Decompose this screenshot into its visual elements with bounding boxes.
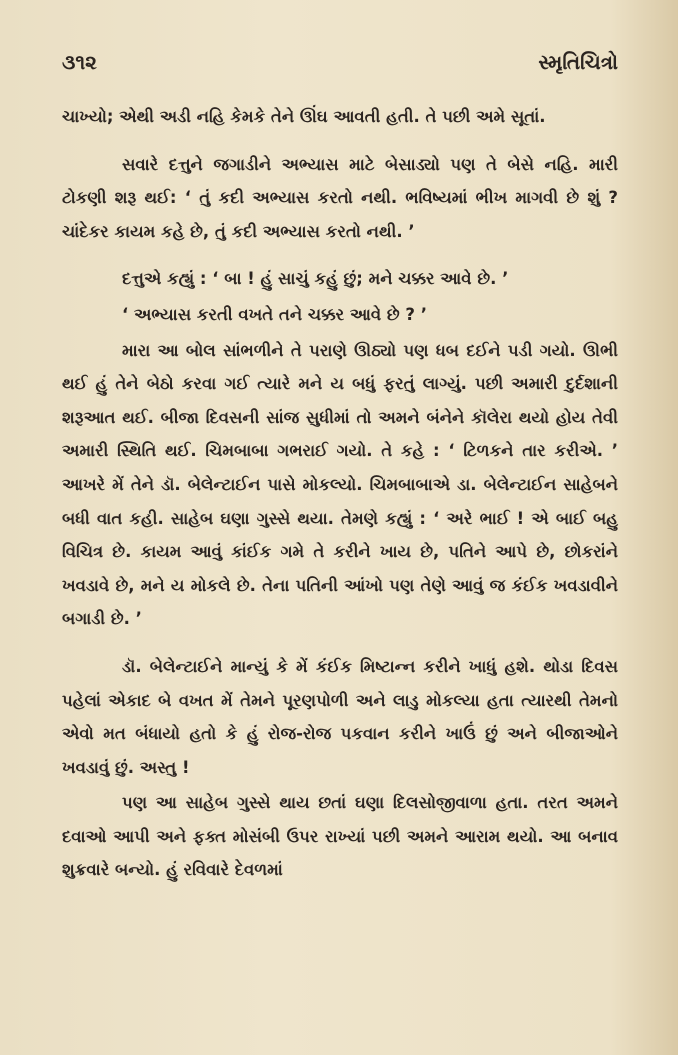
page-header — [62, 50, 618, 86]
paragraph: સવારે દત્તુને જગાડીને અભ્યાસ માટે બેસાડ્યો પણ તે બેસે નહિ. મારી ટોકણી શરૂ થઈ: ‘ તું કદી અભ્યાસ કરતો નથી. ભવિષ્યમાં ભીખ માગવી છે શું ? ચાંદેકર કાયમ કહે છે, તું કદી અભ્યાસ કરતો નથી. ’ — [62, 154, 618, 241]
body-text — [62, 100, 618, 901]
paragraph: દત્તુએ કહ્યું : ‘ બા ! હું સાચું કહું છું; મને ચક્કર આવે છે. ’ — [122, 269, 509, 289]
paragraph: ડૉ. બેલેન્ટાઈને માન્યું કે મેં કંઈક મિષ્ટાન્ન કરીને ખાધું હશે. થોડા દિવસ પહેલાં એકાદ બે વખત મેં તેમને પૂરણપોળી અને લાડુ મોકલ્યા હતા ત્યારથી તેમનો એવો મત બંધાયો હતો કે હું રોજ-રોજ પકવાન કરીને ખાઉં છું અને બીજાઓને ખવડાવું છું. અસ્તુ ! — [62, 656, 618, 777]
page-number: ૩૧૨ — [62, 50, 97, 74]
paragraph: ચાખ્યો; એથી અડી નહિ કેમકે તેને ઊંઘ આવતી હતી. તે પછી અમે સૂતાં. — [62, 107, 546, 126]
paragraph: પણ આ સાહેબ ગુસ્સે થાય છતાં ઘણા દિલસોજીવાળા હતા. તરત અમને દવાઓ આપી અને ફક્ત મોસંબી ઉપર રાખ્યાં પછી અમને આરામ થયો. આ બનાવ શુક્રવારે બન્યો. હું રવિવારે દેવળમાં — [62, 793, 618, 880]
paragraph: ‘ અભ્યાસ કરતી વખતે તને ચક્કર આવે છે ? ’ — [122, 304, 427, 324]
running-title: સ્મૃતિચિત્રો — [538, 50, 618, 74]
paragraph: મારા આ બોલ સાંભળીને તે પરાણે ઊઠ્યો પણ ધબ દઈને પડી ગયો. ઊભી થઈ હું તેને બેઠો કરવા ગઈ ત્યારે મને ય બધું ફરતું લાગ્યું. પછી અમારી દુર્દશાની શરૂઆત થઈ. બીજા દિવસની સાંજ સુધીમાં તો અમને બંનેને કૉલેરા થયો હોય તેવી અમારી સ્થિતિ થઈ. ચિમબાબા ગભરાઈ ગયો. તે કહે : ‘ ટિળકને તાર કરીએ. ’ આખરે મેં તેને ડૉ. બેલેન્ટાઈન પાસે મોકલ્યો. ચિમબાબાએ ડા. બેલેન્ટાઈન સાહેબને બધી વાત કહી. સાહેબ ઘણા ગુસ્સે થયા. તેમણે કહ્યું : ‘ અરે ભાઈ ! એ બાઈ બહુ વિચિત્ર છે. કાયમ આવું કાંઈક ગમે તે કરીને ખાય છે, પતિને આપે છે, છોકરાંને ખવડાવે છે, મને ય મોકલે છે. તેના પતિની આંખો પણ તેણે આવું જ કંઈક ખવડાવીને બગાડી છે. ’ — [62, 340, 618, 629]
